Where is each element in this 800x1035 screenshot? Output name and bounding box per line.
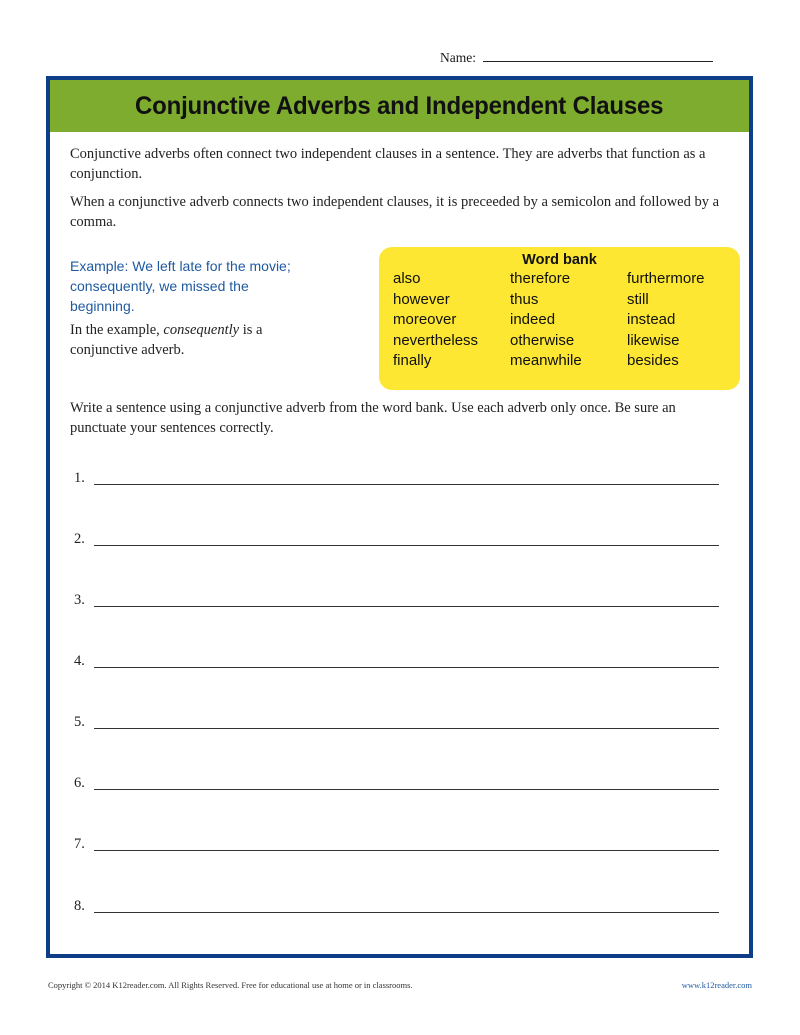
explain-text-after: is a conjunctive adverb. [70, 322, 263, 358]
website-link[interactable]: www.k12reader.com [681, 980, 752, 990]
answer-line-7[interactable] [94, 850, 719, 851]
name-input-line[interactable] [483, 49, 713, 62]
word-bank-word: still [627, 290, 649, 308]
word-bank-word: however [393, 290, 450, 308]
example-sentence: Example: We left late for the movie; consequently, we missed the beginning. [70, 258, 291, 314]
answer-line-3[interactable] [94, 606, 719, 607]
answer-number: 5. [74, 714, 85, 730]
word-bank-word: meanwhile [510, 352, 582, 369]
answer-row [70, 528, 720, 548]
word-bank [379, 247, 740, 390]
intro-paragraph-1: Conjunctive adverbs often connect two independent clauses in a sentence. They are adverbs that function as a conjunction. [70, 146, 706, 182]
title-band [50, 80, 749, 132]
answer-row [70, 895, 720, 915]
example-explanation [70, 320, 310, 360]
explain-text-before: In the example, [70, 322, 164, 338]
word-bank-word: indeed [510, 311, 556, 328]
word-bank-word: nevertheless [393, 331, 479, 349]
answer-number: 6. [74, 775, 85, 791]
answer-number: 7. [74, 836, 85, 852]
answer-number: 2. [74, 531, 85, 547]
word-bank-word: besides [627, 352, 679, 369]
answer-line-5[interactable] [94, 728, 719, 729]
answer-line-8[interactable] [94, 912, 719, 913]
name-label: Name: [440, 50, 476, 65]
word-bank-title: Word bank [522, 252, 597, 268]
answer-line-6[interactable] [94, 789, 719, 790]
answer-line-4[interactable] [94, 667, 719, 668]
word-bank-grid [393, 270, 744, 373]
answer-number: 8. [74, 898, 85, 914]
answer-line-1[interactable] [94, 484, 719, 485]
word-bank-word: finally [393, 352, 432, 369]
worksheet-frame [46, 76, 753, 958]
word-bank-word: furthermore [627, 270, 705, 287]
explain-italic-word: consequently [163, 322, 240, 338]
instructions: Write a sentence using a conjunctive adverb from the word bank. Use each adverb only once. Be sure an punctuate your sentences correctly. [70, 400, 676, 436]
answer-row [70, 711, 720, 731]
answer-row [70, 772, 720, 792]
answer-number: 3. [74, 592, 85, 608]
word-bank-word: also [393, 270, 421, 287]
word-bank-word: moreover [393, 311, 457, 328]
answer-row [70, 467, 720, 487]
answer-row [70, 650, 720, 670]
word-bank-word: otherwise [510, 331, 575, 349]
word-bank-word: likewise [627, 331, 680, 349]
answer-line-2[interactable] [94, 545, 719, 546]
word-bank-word: therefore [510, 270, 571, 287]
answer-row [70, 589, 720, 609]
worksheet-title: Conjunctive Adverbs and Independent Clauses [135, 91, 664, 120]
answer-row [70, 833, 720, 853]
name-field-row [440, 49, 713, 66]
answer-number: 1. [74, 470, 85, 486]
copyright-notice: Copyright © 2014 K12reader.com. All Rights Reserved. Free for educational use at home or in classrooms. [48, 980, 413, 990]
intro-paragraph-2: When a conjunctive adverb connects two independent clauses, it is preceeded by a semicolon and followed by a comma. [70, 194, 720, 230]
answer-number: 4. [74, 653, 85, 669]
word-bank-word: thus [510, 290, 539, 308]
word-bank-word: instead [627, 311, 676, 328]
